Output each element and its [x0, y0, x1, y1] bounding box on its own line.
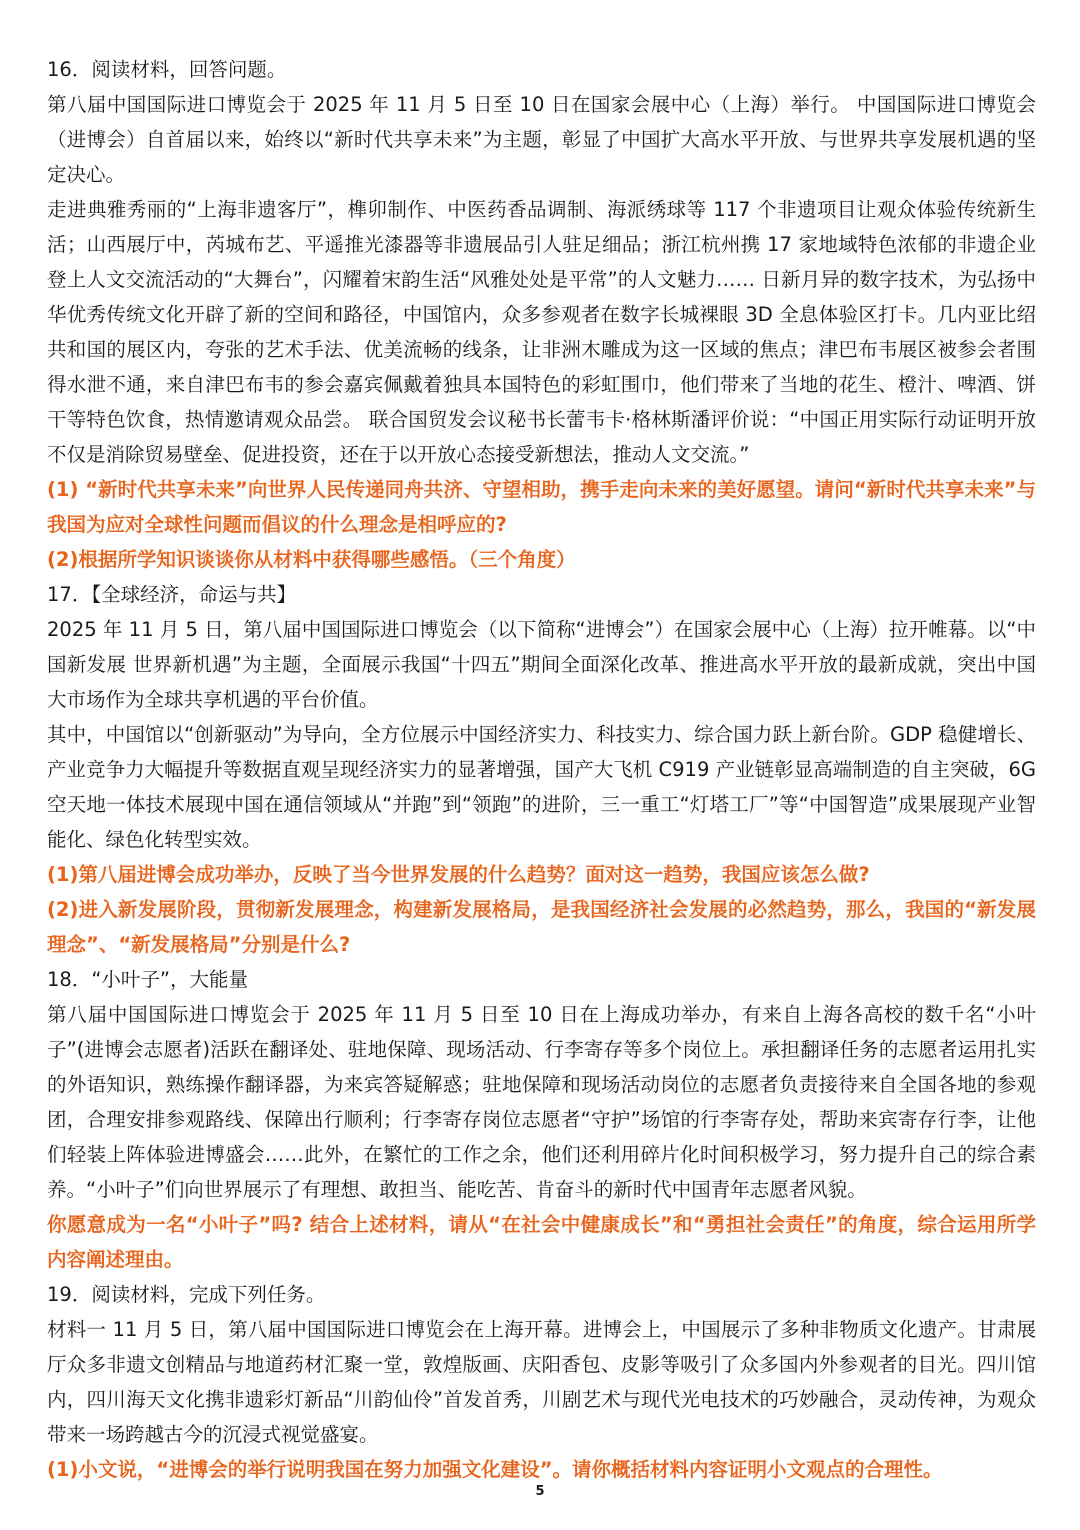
question-19-ask-1: (1)小文说，“进博会的举行说明我国在努力加强文化建设”。请你概括材料内容证明小文观点的合理性。 [47, 1458, 943, 1481]
question-17-ask-2: (2)进入新发展阶段，贯彻新发展理念，构建新发展格局，是我国经济社会发展的必然趋势，那么，我国的“新发展理念”、“新发展格局”分别是什么? [47, 898, 1036, 956]
question-16-material-1: 第八届中国国际进口博览会于 2025 年 11 月 5 日至 10 日在国家会展中心（上海）举行。 中国国际进口博览会（进博会）自首届以来，始终以“新时代共享未来”为主题，彰显了中国扩大高水平开放、与世界共享发展机遇的坚定决心。 [47, 93, 1036, 186]
question-17-title: 17．【全球经济，命运与共】 [47, 583, 297, 606]
question-18-ask-1: 你愿意成为一名“小叶子”吗? 结合上述材料，请从“在社会中健康成长”和“勇担社会责任”的角度，综合运用所学内容阐述理由。 [47, 1213, 1036, 1271]
question-16-material-2: 走进典雅秀丽的“上海非遗客厅”，榫卯制作、中医药香品调制、海派绣球等 117 个非遗项目让观众体验传统新生活；山西展厅中，芮城布艺、平遥推光漆器等非遗展品引人驻足细品；浙江杭州携 17 家地域特色浓郁的非遗企业登上人文交流活动的“大舞台”，闪耀着宋韵生活“风雅处处是平常”的人文魅力…… 日新月异的数字技术，为弘扬中华优秀传统文化开辟了新的空间和路径，中国馆内，众多参观者在数字长城裸眼 3D 全息体验区打卡。几内亚比绍共和国的展区内，夸张的艺术手法、优美流畅的线条，让非洲木雕成为这一区域的焦点；津巴布韦展区被参会者围得水泄不通，来自津巴布韦的参会嘉宾佩戴着独具本国特色的彩虹围巾，他们带来了当地的花生、橙汁、啤酒、饼干等特色饮食，热情邀请观众品尝。 联合国贸发会议秘书长蕾韦卡·格林斯潘评价说：“中国正用实际行动证明开放不仅是消除贸易壁垒、促进投资，还在于以开放心态接受新想法，推动人文交流。” [47, 198, 1037, 466]
question-17-ask-1: (1)第八届进博会成功举办，反映了当今世界发展的什么趋势？面对这一趋势，我国应该怎么做? [47, 863, 870, 886]
question-18-title: 18．“小叶子”，大能量 [47, 968, 249, 991]
question-16-title: 16．阅读材料，回答问题。 [47, 58, 287, 81]
question-19-title: 19．阅读材料，完成下列任务。 [47, 1283, 326, 1306]
question-17-material-1: 2025 年 11 月 5 日，第八届中国国际进口博览会（以下简称“进博会”）在国家会展中心（上海）拉开帷幕。以“中国新发展 世界新机遇”为主题，全面展示我国“十四五”期间全面深化改革、推进高水平开放的最新成就，突出中国大市场作为全球共享机遇的平台价值。 [47, 618, 1036, 711]
question-17-material-2: 其中，中国馆以“创新驱动”为导向，全方位展示中国经济实力、科技实力、综合国力跃上新台阶。GDP 稳健增长、产业竞争力大幅提升等数据直观呈现经济实力的显著增强，国产大飞机 C919 产业链彰显高端制造的自主突破，6G 空天地一体技术展现中国在通信领域从“并跑”到“领跑”的进阶，三一重工“灯塔工厂”等“中国智造”成果展现产业智能化、绿色化转型实效。 [47, 723, 1036, 851]
question-16-ask-1: (1) “新时代共享未来”向世界人民传递同舟共济、守望相助，携手走向未来的美好愿望。请问“新时代共享未来”与我国为应对全球性问题而倡议的什么理念是相呼应的? [47, 478, 1036, 536]
question-18-material-1: 第八届中国国际进口博览会于 2025 年 11 月 5 日至 10 日在上海成功举办，有来自上海各高校的数千名“小叶子”(进博会志愿者)活跃在翻译处、驻地保障、现场活动、行李寄存等多个岗位上。承担翻译任务的志愿者运用扎实的外语知识，熟练操作翻译器，为来宾答疑解惑；驻地保障和现场活动岗位的志愿者负责接待来自全国各地的参观团，合理安排参观路线、保障出行顺利；行李寄存岗位志愿者“守护”场馆的行李寄存处，帮助来宾寄存行李，让他们轻装上阵体验进博盛会……此外，在繁忙的工作之余，他们还利用碎片化时间积极学习，努力提升自己的综合素养。“小叶子”们向世界展示了有理想、敢担当、能吃苦、肯奋斗的新时代中国青年志愿者风貌。 [47, 1003, 1036, 1201]
question-19-material-1: 材料一 11 月 5 日，第八届中国国际进口博览会在上海开幕。进博会上，中国展示了多种非物质文化遗产。甘肃展厅众多非遗文创精品与地道药材汇聚一堂，敦煌版画、庆阳香包、皮影等吸引了众多国内外参观者的目光。四川馆内，四川海天文化携非遗彩灯新品“川韵仙伶”首发首秀，川剧艺术与现代光电技术的巧妙融合，灵动传神，为观众带来一场跨越古今的沉浸式视觉盛宴。 [47, 1318, 1036, 1446]
question-16-ask-2: (2)根据所学知识谈谈你从材料中获得哪些感悟。（三个角度） [47, 548, 576, 571]
page-number: 5 [535, 1484, 545, 1499]
